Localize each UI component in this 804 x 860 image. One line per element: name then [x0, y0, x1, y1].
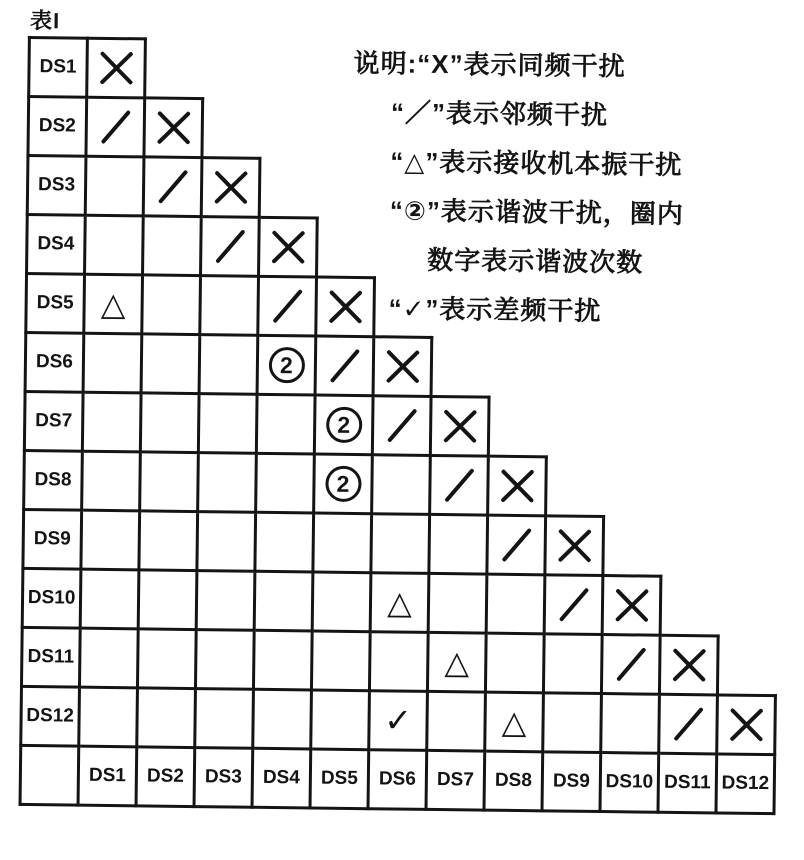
matrix-cell-DS12-DS1 [79, 687, 138, 747]
void-cell [261, 40, 320, 100]
adjacent-channel-slash-icon [327, 348, 361, 384]
co-channel-x-icon [156, 111, 190, 145]
legend-line-harmonic: “②”表示谐波干扰，圈内 [389, 195, 684, 230]
matrix-cell-DS11-DS6 [369, 632, 428, 692]
co-channel-x-icon [385, 349, 419, 383]
matrix-cell-DS4-DS3 [201, 217, 260, 277]
matrix-row-DS11 [21, 627, 776, 695]
matrix-cell-DS9-DS5 [313, 513, 372, 573]
matrix-cell-DS10-DS2 [138, 570, 197, 630]
matrix-cell-DS6-DS1 [83, 333, 142, 393]
matrix-cell-DS11-DS7 [427, 632, 486, 692]
matrix-cell-DS9-DS9 [545, 516, 604, 576]
adjacent-channel-slash-icon [155, 169, 189, 205]
col-label-DS10: DS10 [600, 753, 659, 813]
co-channel-x-icon [500, 469, 534, 503]
matrix-row-DS12 [21, 686, 776, 754]
matrix-cell-DS12-DS3 [195, 689, 254, 749]
adjacent-channel-slash-icon [270, 288, 304, 324]
row-label-DS6: DS6 [25, 332, 84, 392]
void-cell [489, 338, 548, 398]
co-channel-x-icon [213, 170, 247, 204]
matrix-cell-DS8-DS4 [256, 453, 315, 513]
matrix-cell-DS12-DS10 [601, 694, 660, 754]
matrix-cell-DS1-DS1 [87, 38, 146, 98]
matrix-cell-DS11-DS2 [137, 629, 196, 689]
row-label-DS8: DS8 [24, 450, 83, 510]
matrix-cell-DS8-DS1 [82, 451, 141, 511]
void-cell [546, 457, 605, 517]
matrix-cell-DS5-DS3 [200, 276, 259, 336]
void-cell [145, 39, 204, 99]
matrix-row-DS7 [24, 391, 779, 459]
col-label-DS8: DS8 [484, 751, 543, 811]
matrix-cell-DS12-DS5 [311, 690, 370, 750]
matrix-cell-DS10-DS3 [196, 571, 255, 631]
matrix-cell-DS2-DS1 [86, 97, 145, 157]
void-cell [604, 399, 663, 459]
matrix-cell-DS10-DS7 [428, 573, 487, 633]
matrix-cell-DS8-DS3 [198, 453, 257, 513]
matrix-cell-DS6-DS2 [141, 334, 200, 394]
matrix-cell-DS12-DS4 [253, 689, 312, 749]
matrix-cell-DS12-DS12 [717, 695, 776, 755]
local-oscillator-triangle-icon: △ [100, 285, 126, 323]
void-cell [546, 398, 605, 458]
matrix-cell-DS4-DS4 [259, 217, 318, 277]
void-cell [720, 400, 779, 460]
matrix-cell-DS8-DS6 [372, 455, 431, 515]
void-cell [721, 341, 780, 401]
void-cell [605, 340, 664, 400]
void-cell [720, 459, 779, 519]
matrix-cell-DS12-DS8 [485, 692, 544, 752]
corner-cell [20, 745, 79, 805]
row-label-DS11: DS11 [21, 627, 80, 687]
col-label-DS1: DS1 [78, 746, 137, 806]
matrix-cell-DS6-DS6 [373, 337, 432, 397]
row-label-DS7: DS7 [24, 391, 83, 451]
matrix-cell-DS7-DS6 [372, 396, 431, 456]
co-channel-x-icon [672, 648, 706, 682]
co-channel-x-icon [557, 528, 591, 562]
legend-line-difffreq: “✓”表示差频干扰 [388, 293, 602, 327]
co-channel-x-icon [99, 51, 133, 85]
row-label-DS10: DS10 [22, 568, 81, 628]
matrix-footer-row [20, 745, 775, 813]
legend-line-adjacent: “／”表示邻频干扰 [390, 97, 609, 131]
matrix-cell-DS10-DS1 [80, 569, 139, 629]
matrix-cell-DS11-DS5 [311, 631, 370, 691]
harmonic-interference-icon [325, 407, 361, 443]
matrix-cell-DS7-DS1 [82, 392, 141, 452]
matrix-cell-DS10-DS9 [544, 575, 603, 635]
matrix-cell-DS8-DS8 [488, 456, 547, 516]
legend [350, 48, 800, 347]
harmonic-interference-icon [268, 347, 304, 383]
void-cell [661, 517, 720, 577]
matrix-cell-DS3-DS2 [143, 157, 202, 217]
void-cell [203, 40, 262, 100]
legend-line-harmonic2: 数字表示谐波次数 [427, 244, 644, 278]
row-label-DS4: DS4 [27, 214, 86, 274]
matrix-row-DS9 [23, 509, 778, 577]
matrix-cell-DS11-DS8 [485, 633, 544, 693]
adjacent-channel-slash-icon [98, 109, 132, 145]
harmonic-order-digit: 2 [337, 411, 351, 438]
void-cell [488, 397, 547, 457]
matrix-cell-DS6-DS3 [199, 335, 258, 395]
row-label-DS1: DS1 [29, 37, 88, 97]
matrix-cell-DS11-DS1 [79, 628, 138, 688]
void-cell [259, 158, 318, 218]
matrix-cell-DS9-DS1 [81, 510, 140, 570]
matrix-cell-DS11-DS3 [195, 630, 254, 690]
matrix-cell-DS7-DS3 [198, 394, 257, 454]
col-label-DS9: DS9 [542, 752, 601, 812]
row-label-DS3: DS3 [27, 155, 86, 215]
row-label-DS9: DS9 [23, 509, 82, 569]
matrix-cell-DS4-DS2 [143, 216, 202, 276]
matrix-cell-DS9-DS2 [139, 511, 198, 571]
void-cell [660, 576, 719, 636]
matrix-cell-DS6-DS4 [257, 335, 316, 395]
matrix-cell-DS8-DS2 [140, 452, 199, 512]
co-channel-x-icon [729, 708, 763, 742]
matrix-cell-DS7-DS2 [140, 393, 199, 453]
legend-line-localosc: “△”表示接收机本振干扰 [390, 146, 683, 180]
matrix-cell-DS9-DS8 [487, 515, 546, 575]
matrix-cell-DS7-DS7 [430, 396, 489, 456]
void-cell [547, 339, 606, 399]
matrix-cell-DS9-DS7 [429, 514, 488, 574]
adjacent-channel-slash-icon [556, 586, 590, 622]
harmonic-order-digit: 2 [279, 351, 293, 378]
matrix-cell-DS11-DS11 [659, 635, 718, 695]
co-channel-x-icon [442, 409, 476, 443]
local-oscillator-triangle-icon: △ [444, 644, 470, 681]
row-label-DS2: DS2 [28, 96, 87, 156]
col-label-DS4: DS4 [252, 748, 311, 808]
void-cell [662, 458, 721, 518]
matrix-cell-DS11-DS4 [253, 630, 312, 690]
legend-line-cochannel: 说明:“X”表示同频干扰 [353, 47, 626, 82]
row-label-DS5: DS5 [26, 273, 85, 333]
matrix-cell-DS3-DS1 [85, 156, 144, 216]
col-label-DS11: DS11 [658, 753, 717, 813]
matrix-cell-DS12-DS9 [543, 693, 602, 753]
harmonic-interference-icon [325, 466, 361, 502]
matrix-cell-DS3-DS3 [201, 158, 260, 218]
matrix-cell-DS12-DS7 [427, 691, 486, 751]
matrix-cell-DS10-DS6 [370, 573, 429, 633]
matrix-cell-DS11-DS10 [601, 635, 660, 695]
col-label-DS7: DS7 [426, 750, 485, 810]
matrix-cell-DS10-DS5 [312, 572, 371, 632]
matrix-cell-DS5-DS2 [142, 275, 201, 335]
matrix-cell-DS9-DS3 [197, 512, 256, 572]
matrix-cell-DS4-DS1 [85, 215, 144, 275]
row-label-DS12: DS12 [21, 686, 80, 746]
local-oscillator-triangle-icon: △ [387, 584, 413, 621]
page-title: 表I [29, 8, 61, 34]
local-oscillator-triangle-icon: △ [501, 703, 527, 741]
matrix-cell-DS5-DS4 [258, 276, 317, 336]
matrix-cell-DS5-DS1 [84, 274, 143, 334]
void-cell [431, 337, 490, 397]
col-label-DS5: DS5 [310, 749, 369, 809]
matrix-cell-DS10-DS10 [602, 576, 661, 636]
adjacent-channel-slash-icon [614, 646, 648, 682]
matrix-row-DS10 [22, 568, 777, 636]
col-label-DS3: DS3 [194, 748, 253, 808]
void-cell [717, 636, 776, 696]
void-cell [663, 340, 722, 400]
matrix-cell-DS8-DS5 [314, 454, 373, 514]
adjacent-channel-slash-icon [442, 467, 476, 503]
matrix-cell-DS6-DS5 [315, 336, 374, 396]
void-cell [662, 399, 721, 459]
void-cell [718, 577, 777, 637]
harmonic-order-digit: 2 [336, 470, 350, 497]
adjacent-channel-slash-icon [499, 527, 533, 563]
void-cell [603, 517, 662, 577]
matrix-cell-DS2-DS2 [144, 98, 203, 158]
matrix-cell-DS7-DS4 [256, 394, 315, 454]
difference-frequency-check-icon: ✓ [384, 701, 413, 739]
matrix-cell-DS7-DS5 [314, 395, 373, 455]
matrix-cell-DS12-DS2 [137, 688, 196, 748]
co-channel-x-icon [271, 230, 305, 264]
col-label-DS2: DS2 [136, 747, 195, 807]
matrix-cell-DS10-DS4 [254, 571, 313, 631]
matrix-cell-DS11-DS9 [543, 634, 602, 694]
void-cell [604, 458, 663, 518]
adjacent-channel-slash-icon [213, 228, 247, 264]
void-cell [260, 99, 319, 159]
matrix-cell-DS9-DS4 [255, 512, 314, 572]
adjacent-channel-slash-icon [671, 706, 705, 742]
matrix-cell-DS12-DS6 [369, 691, 428, 751]
matrix-cell-DS8-DS7 [430, 455, 489, 515]
matrix-cell-DS10-DS8 [486, 574, 545, 634]
col-label-DS6: DS6 [368, 750, 427, 810]
void-cell [719, 518, 778, 578]
adjacent-channel-slash-icon [384, 407, 418, 443]
co-channel-x-icon [614, 588, 648, 622]
col-label-DS12: DS12 [716, 754, 775, 814]
matrix-row-DS8 [24, 450, 779, 518]
matrix-cell-DS9-DS6 [371, 514, 430, 574]
void-cell [202, 99, 261, 159]
matrix-cell-DS12-DS11 [659, 694, 718, 754]
